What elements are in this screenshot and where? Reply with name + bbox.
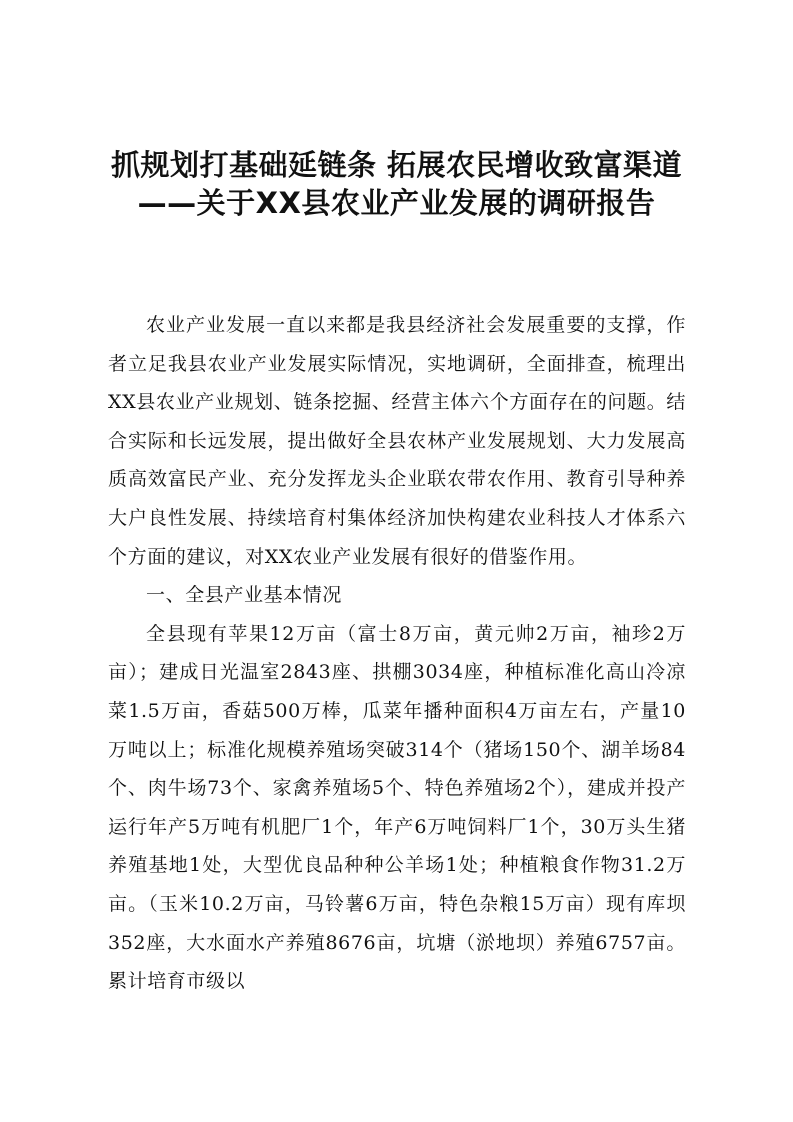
section-paragraph: 全县现有苹果12万亩（富士8万亩，黄元帅2万亩，袖珍2万亩）；建成日光温室2843座、拱棚3034座，种植标准化高山冷凉菜1.5万亩，香菇500万棒，瓜菜年播种面积4万亩左右，产量10万吨以上；标准化规模养殖场突破314个（猪场150个、湖羊场84个、肉牛场73个、家禽养殖场5个、特色养殖场2个），建成并投产运行年产5万吨有机肥厂1个，年产6万吨饲料厂1个，30万头生猪养殖基地1处，大型优良品种种公羊场1处；种植粮食作物31.2万亩。（玉米10.2万亩，马铃薯6万亩，特色杂粮15万亩）现有库坝352座，大水面水产养殖8676亩，坑塘（淤地坝）养殖6757亩。累计培育市级以 — [108, 622, 686, 993]
intro-paragraph: 农业产业发展一直以来都是我县经济社会发展重要的支撑，作者立足我县农业产业发展实际情况，实地调研，全面排查，梳理出XX县农业产业规划、链条挖掘、经营主体六个方面存在的问题。结合实际和长远发展，提出做好全县农林产业发展规划、大力发展高质高效富民产业、充分发挥龙头企业联农带农作用、教育引导种养大户良性发展、持续培育村集体经济加快构建农业科技人才体系六个方面的建议，对XX农业产业发展有很好的借鉴作用。 — [108, 314, 686, 568]
document-body — [108, 306, 686, 1001]
section-heading: 一、全县产业基本情况 — [146, 584, 343, 607]
document-title: 抓规划打基础延链条 拓展农民增收致富渠道——关于XX县农业产业发展的调研报告 — [110, 148, 683, 220]
